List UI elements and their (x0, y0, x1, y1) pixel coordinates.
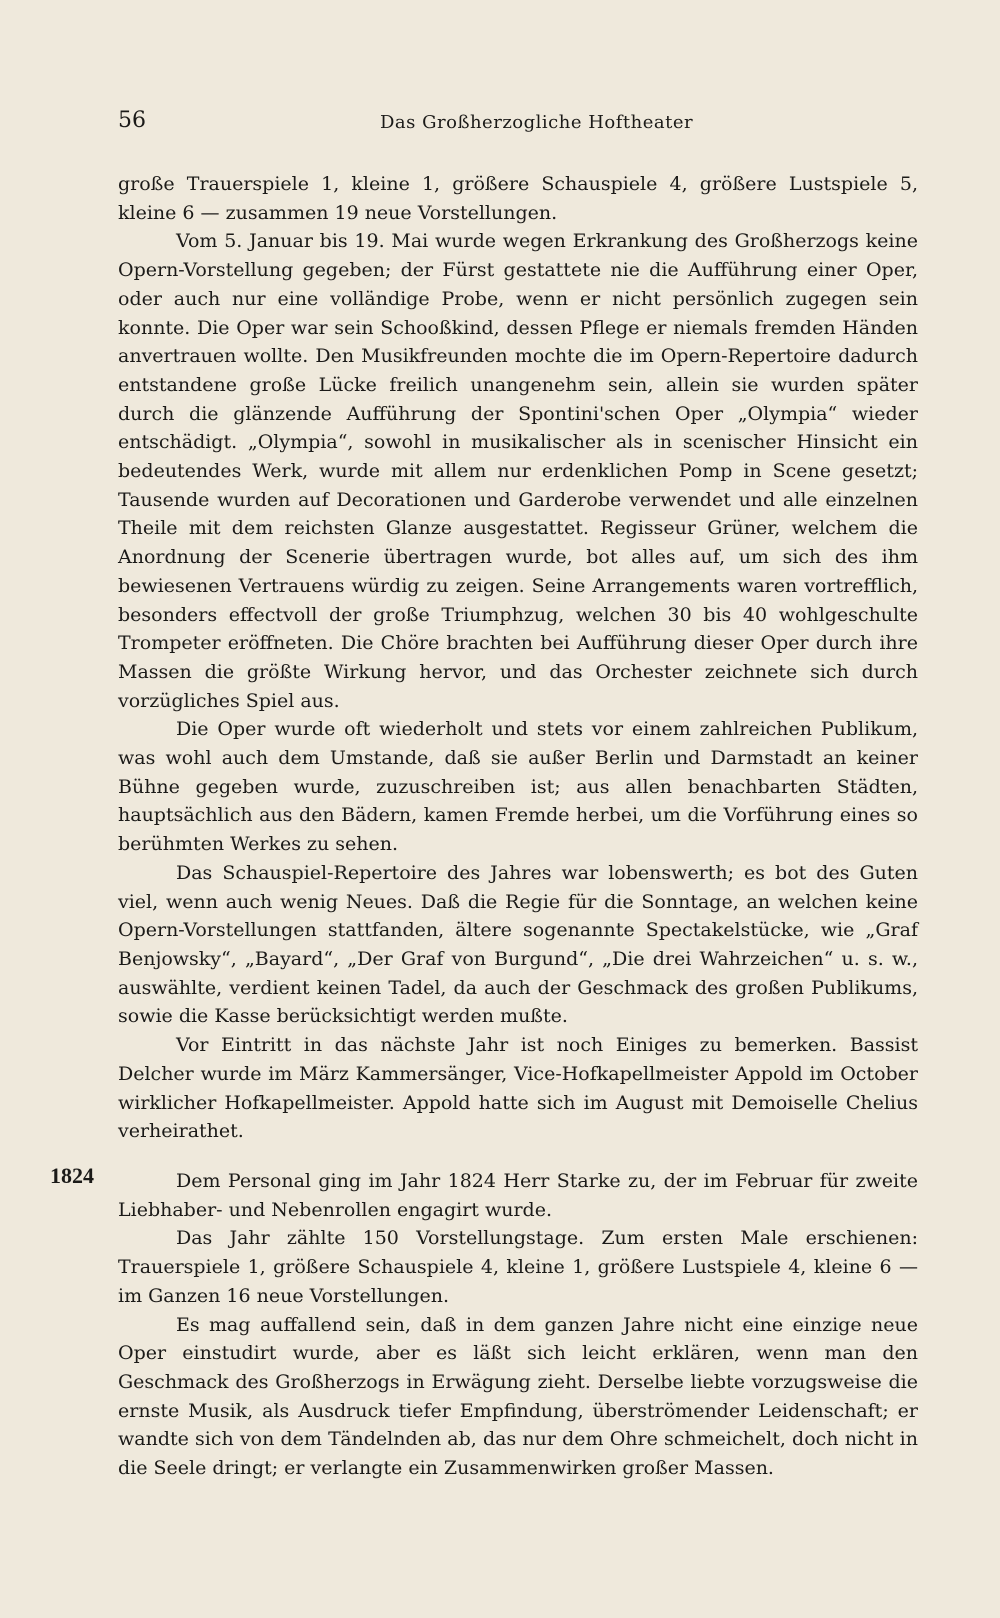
paragraph-repertoire: Das Schauspiel-Repertoire des Jahres war lobenswerth; es bot des Guten viel, wenn auch wenig Neues. Daß die Regie für die Sonntage, an welchen keine Opern-Vorstellungen stattfanden, ältere sogenannte Spectakelstücke, wie „Graf Benjowsky“, „Bayard“, „Der Graf von Burgund“, „Die drei Wahrzeichen“ u. s. w., auswählte, verdient keinen Tadel, da auch der Geschmack des großen Publikums, sowie die Kasse berücksichtigt werden mußte. (118, 861, 918, 1028)
running-head (118, 108, 908, 138)
margin-year-note: 1824 (50, 1163, 94, 1188)
paragraph-1824-opera: Es mag auffallend sein, daß in dem ganzen Jahre nicht eine einzige neue Oper einstudirt wurde, aber es läßt sich leicht erklären, wenn man den Geschmack des Großherzogs in Erwägung zieht. Derselbe liebte vorzugsweise die ernste Musik, als Ausdruck tiefer Empfindung, überströmender Leidenschaft; er wandte sich von dem Tändelnden ab, das nur dem Ohre schmeichelt, doch nicht in die Seele dringt; er verlangte ein Zusammenwirken großer Massen. (118, 1313, 918, 1480)
text-block-1 (118, 170, 918, 1146)
running-title: Das Großherzogliche Hoftheater (380, 112, 694, 133)
paragraph-olympia: Vom 5. Januar bis 19. Mai wurde wegen Erkrankung des Großherzogs keine Opern-Vorstellung gegeben; der Fürst gestattete nie die Aufführung einer Oper, oder auch nur eine volländige Probe, wenn er nicht persönlich zugegen sein konnte. Die Oper war sein Schooßkind, dessen Pflege er niemals fremden Händen anvertrauen wollte. Den Musikfreunden mochte die im Opern-Repertoire dadurch entstandene große Lücke freilich unangenehm sein, allein sie wurden später durch die glänzende Aufführung der Spontini'schen Oper „Olympia“ wieder entschädigt. „Olympia“, sowohl in musikalischer als in scenischer Hinsicht ein bedeutendes Werk, wurde mit allem nur erdenklichen Pomp in Scene gesetzt; Tausende wurden auf Decorationen und Garderobe verwendet und alle einzelnen Theile mit dem reichsten Glanze ausgestattet. Regisseur Grüner, welchem die Anordnung der Scenerie übertragen wurde, bot alles auf, um sich des ihm bewiesenen Vertrauens würdig zu zeigen. Seine Arrangements waren vortrefflich, besonders effectvoll der große Triumphzug, welchen 30 bis 40 wohlgeschulte Trompeter eröffneten. Die Chöre brachten bei Aufführung dieser Oper durch ihre Massen die größte Wirkung hervor, und das Orchester zeichnete sich durch vorzügliches Spiel aus. (118, 230, 918, 712)
paragraph-continuation: große Trauerspiele 1, kleine 1, größere Schauspiele 4, größere Lustspiele 5, kleine 6 — zusammen 19 neue Vorstellungen. (118, 173, 918, 224)
paragraph-1824-statistics: Das Jahr zählte 150 Vorstellungstage. Zum ersten Male erschienen: Trauerspiele 1, größere Schauspiele 4, kleine 1, größere Lustspiele 4, kleine 6 — im Ganzen 16 neue Vorstellungen. (118, 1227, 918, 1307)
paragraph-1824-personal: Dem Personal ging im Jahr 1824 Herr Starke zu, der im Februar für zweite Liebhaber- und Nebenrollen engagirt wurde. (118, 1170, 918, 1221)
text-block-2 (118, 1167, 918, 1483)
page-number: 56 (118, 108, 146, 133)
paragraph-personnel: Vor Eintritt in das nächste Jahr ist noch Einiges zu bemerken. Bassist Delcher wurde im März Kammersänger, Vice-Hofkapellmeister Appold im October wirklicher Hofkapellmeister. Appold hatte sich im August mit Demoiselle Chelius verheirathet. (118, 1034, 918, 1143)
paragraph-audience: Die Oper wurde oft wiederholt und stets vor einem zahlreichen Publikum, was wohl auch dem Umstande, daß sie außer Berlin und Darmstadt an keiner Bühne gegeben wurde, zuzuschreiben ist; aus allen benachbarten Städten, hauptsächlich aus den Bädern, kamen Fremde herbei, um die Vorführung eines so berühmten Werkes zu sehen. (118, 718, 918, 856)
